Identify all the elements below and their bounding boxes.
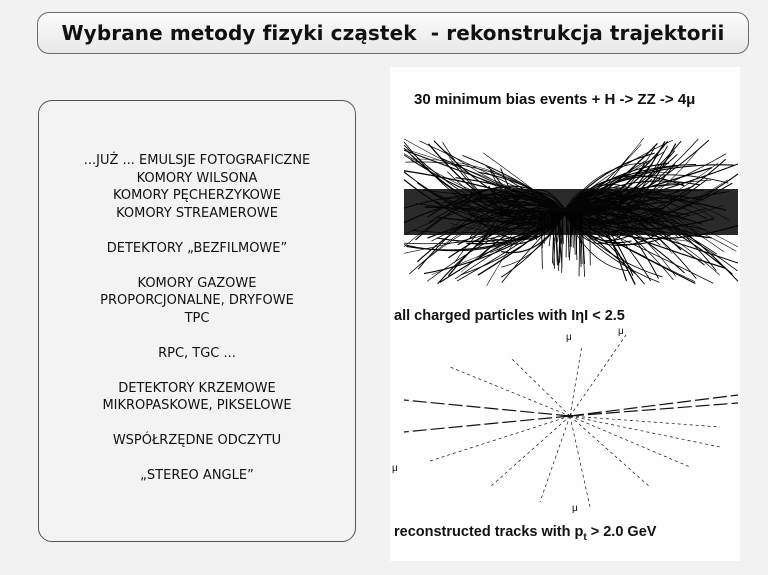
bottom-caption-end: > 2.0 GeV [586,524,657,540]
reconstructed-track-line [570,416,720,447]
title-banner [37,12,749,54]
reconstructed-track-line [570,395,738,416]
list-item: DETEKTORY „BEZFILMOWE” [106,240,288,256]
reconstructed-track-line [570,345,582,416]
event-display-svg [390,67,740,561]
detector-list [39,152,355,485]
muon-label-left: μ [392,463,398,474]
reconstructed-track-line [430,416,570,461]
reconstructed-track-line [570,335,626,416]
list-item: WSPÓŁRZĘDNE ODCZYTU [112,433,282,448]
list-item: KOMORY STREAMEROWE [116,205,278,221]
list-spacer [39,450,355,468]
reconstructed-tracks [404,335,738,507]
muon-label-top-right: μ [618,326,624,337]
bottom-caption [394,524,657,543]
track-line [590,212,591,265]
muon-label-top-left: μ [566,332,572,343]
top-caption: 30 minimum bias events + H -> ZZ -> 4μ [414,91,696,108]
reconstructed-track-line [490,416,570,487]
bottom-caption-main: reconstructed tracks with p [394,524,584,540]
event-display-figure [390,67,740,561]
bottom-caption-subscript: t [583,532,587,543]
list-item: „STEREO ANGLE” [140,468,254,483]
list-item: DETEKTORY KRZEMOWE [118,380,276,396]
middle-caption: all charged particles with IηI < 2.5 [394,308,625,324]
list-item: KOMORY PĘCHERZYKOWE [113,188,281,203]
list-item: TPC [184,310,210,326]
reconstructed-track-line [570,416,590,507]
reconstructed-track-line [450,367,570,416]
list-spacer [39,415,355,433]
list-item: KOMORY GAZOWE [137,275,257,291]
reconstructed-track-line [510,357,570,416]
list-spacer [39,327,355,345]
detector-list-panel [38,100,356,542]
list-item: PROPORCJONALNE, DRYFOWE [100,293,294,308]
list-item: RPC, TGC ... [158,345,236,361]
slide-title: Wybrane metody fizyki cząstek - rekonstrukcja trajektorii [61,21,725,45]
list-spacer [39,222,355,240]
list-item: KOMORY WILSONA [136,170,258,186]
muon-label-bottom: μ [572,503,578,514]
list-item: MIKROPASKOWE, PIKSELOWE [102,398,292,413]
minimum-bias-tracks [404,138,738,286]
list-spacer [39,257,355,275]
reconstructed-track-line [570,416,650,487]
list-item: ...JUŻ ... EMULSJE FOTOGRAFICZNE [83,153,311,168]
list-spacer [39,362,355,380]
reconstructed-track-line [404,400,570,416]
